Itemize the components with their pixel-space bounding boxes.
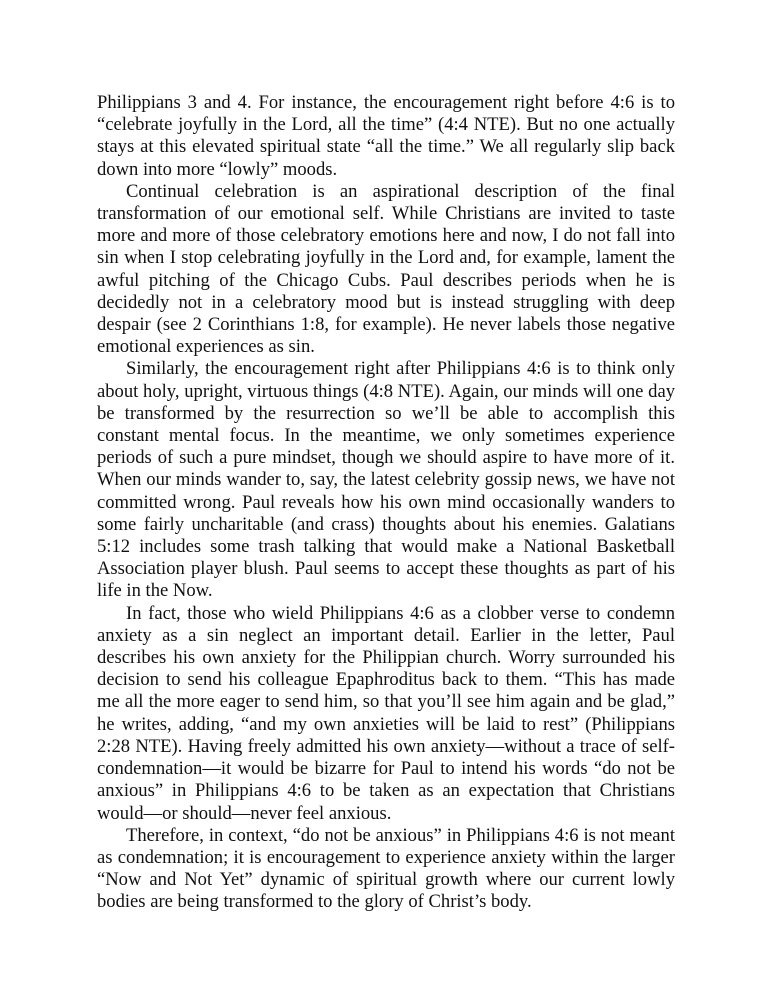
paragraph-2: Continual celebration is an aspirational description of the final transformation of our emotional self. While Christians are invited to taste more and more of those celebratory emotions here and now, I do not fall into sin when I stop celebrating joyfully in the Lord and, for example, lament the awful pitching of the Chicago Cubs. Paul describes periods when he is decidedly not in a celebratory mood but is instead struggling with deep despair (see 2 Corinthians 1:8, for example). He never labels those negative emotional experiences as sin. xyxy=(97,180,675,358)
paragraph-5: Therefore, in context, “do not be anxious” in Philippians 4:6 is not meant as condemnation; it is encouragement to experience anxiety within the larger “Now and Not Yet” dynamic of spiritual growth where our current lowly bodies are being transformed to the glory of Christ’s body. xyxy=(97,824,675,913)
paragraph-4: In fact, those who wield Philippians 4:6 as a clobber verse to condemn anxiety as a sin neglect an important detail. Earlier in the letter, Paul describes his own anxiety for the Philippian church. Worry surrounded his decision to send his colleague Epaphroditus back to them. “This has made me all the more eager to send him, so that you’ll see him again and be glad,” he writes, adding, “and my own anxieties will be laid to rest” (Philippians 2:28 NTE). Having freely admitted his own anxiety—without a trace of self-condemnation—it would be bizarre for Paul to intend his words “do not be anxious” in Philippians 4:6 to be taken as an expectation that Christians would—or should—never feel anxious. xyxy=(97,602,675,824)
paragraph-3: Similarly, the encouragement right after Philippians 4:6 is to think only about holy, upright, virtuous things (4:8 NTE). Again, our minds will one day be transformed by the resurrection so we’ll be able to accomplish this constant mental focus. In the meantime, we only sometimes experience periods of such a pure mindset, though we should aspire to have more of it. When our minds wander to, say, the latest celebrity gossip news, we have not committed wrong. Paul reveals how his own mind occasionally wanders to some fairly uncharitable (and crass) thoughts about his enemies. Galatians 5:12 includes some trash talking that would make a National Basketball Association player blush. Paul seems to accept these thoughts as part of his life in the Now. xyxy=(97,358,675,602)
page-body xyxy=(97,92,675,914)
paragraph-1: Philippians 3 and 4. For instance, the encouragement right before 4:6 is to “celebrate joyfully in the Lord, all the time” (4:4 NTE). But no one actually stays at this elevated spiritual state “all the time.” We all regularly slip back down into more “lowly” moods. xyxy=(97,92,675,180)
